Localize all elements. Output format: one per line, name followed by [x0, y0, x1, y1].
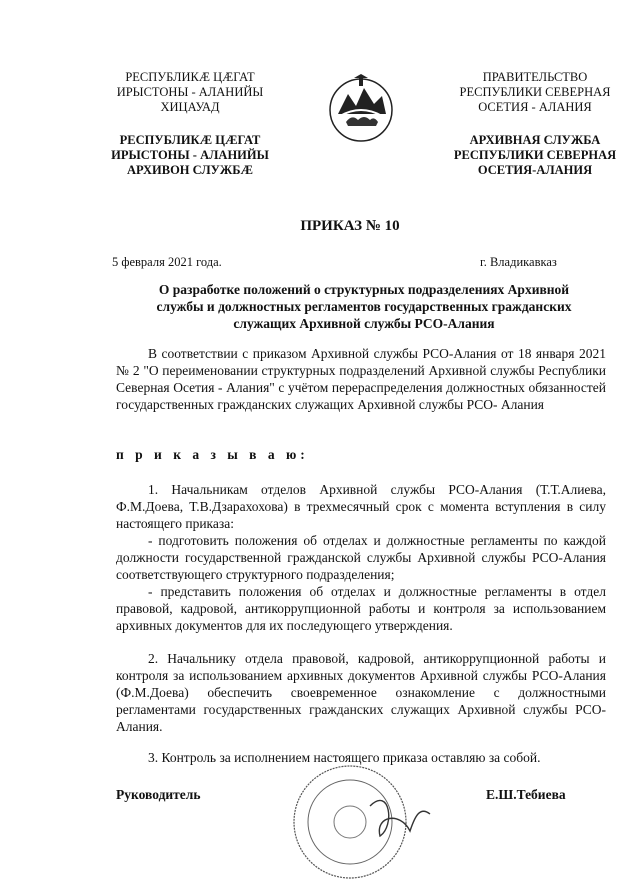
official-seal-stamp-icon [280, 756, 440, 886]
prikazyvayu-heading: п р и к а з ы в а ю: [116, 447, 309, 462]
header-right-bold-line: РЕСПУБЛИКИ СЕВЕРНАЯ [453, 148, 617, 162]
header-right-line: ОСЕТИЯ - АЛАНИЯ [478, 100, 592, 114]
item-1b-paragraph: - представить положения об отделах и должностные регламенты в отдел правовой, кадровой, антикоррупционной работы и контроля за использованием архивных документов для их последующего утверждения. [116, 584, 606, 633]
subject-line: службы и должностных регламентов государственных гражданских [156, 299, 572, 314]
item-1-paragraph: 1. Начальникам отделов Архивной службы РСО-Алания (Т.Т.Алиева, Ф.М.Доева, Т.В.Дзарахохова) в трехмесячный срок с момента вступления в силу настоящего приказа: [116, 482, 606, 531]
subject-line: О разработке положений о структурных подразделениях Архивной [158, 282, 570, 297]
order-city: г. Владикавказ [480, 255, 557, 269]
header-left-bold [100, 133, 280, 178]
signature-name: Е.Ш.Тебиева [486, 787, 566, 802]
header-left-bold-line: РЕСПУБЛИКӔ ЦӔГАТ [119, 133, 261, 147]
header-right-line: ПРАВИТЕЛЬСТВО [482, 70, 588, 84]
header-right-russian [440, 70, 630, 178]
header-left-ossetian [100, 70, 280, 178]
header-right-bold-line: АРХИВНАЯ СЛУЖБА [469, 133, 601, 147]
header-left-line: РЕСПУБЛИКӔ ЦӔГАТ [125, 70, 255, 84]
order-subject [118, 281, 610, 332]
header-right-line: РЕСПУБЛИКИ СЕВЕРНАЯ [459, 85, 611, 99]
order-date: 5 февраля 2021 года. [112, 255, 222, 269]
item-3-paragraph: 3. Контроль за исполнением настоящего приказа оставляю за собой. [148, 750, 541, 765]
header-right-bold-line: ОСЕТИЯ-АЛАНИЯ [477, 163, 593, 177]
signature-role: Руководитель [116, 787, 201, 802]
order-title: ПРИКАЗ № 10 [300, 218, 400, 234]
item-1a-paragraph: - подготовить положения об отделах и должностные регламенты по каждой должности государственной гражданской службы Архивной службы РСО-Алания соответствующего структурного подразделения; [116, 533, 606, 582]
item-2-paragraph: 2. Начальнику отдела правовой, кадровой, антикоррупционной работы и контроля за использованием архивных документов Архивной службы РСО-Алания (Ф.М.Доева) обеспечить своевременное ознакомление с должностными регламентами государственных гражданских служащих Архивной службы РСО-Алания. [116, 651, 606, 734]
header-left-bold-line: АРХИВОН СЛУЖБӔ [127, 163, 253, 177]
preamble-paragraph: В соответствии с приказом Архивной службы РСО-Алания от 18 января 2021 № 2 "О переименовании структурных подразделений Архивной службы Республики Северная Осетия - Алания" с учётом перераспределения должностных обязанностей государственных гражданских служащих Архивной службы РСО- Алания [116, 346, 606, 412]
header-left-line: ИРЫСТОНЫ - АЛАНИЙЫ [116, 85, 264, 99]
coat-of-arms-emblem-icon [328, 74, 394, 144]
header-left-bold-line: ИРЫСТОНЫ - АЛАНИЙЫ [111, 148, 269, 162]
header-left-line: ХИЦАУАД [160, 100, 220, 114]
header-right-bold [440, 133, 630, 178]
subject-line: служащих Архивной службы РСО-Алания [233, 316, 495, 331]
